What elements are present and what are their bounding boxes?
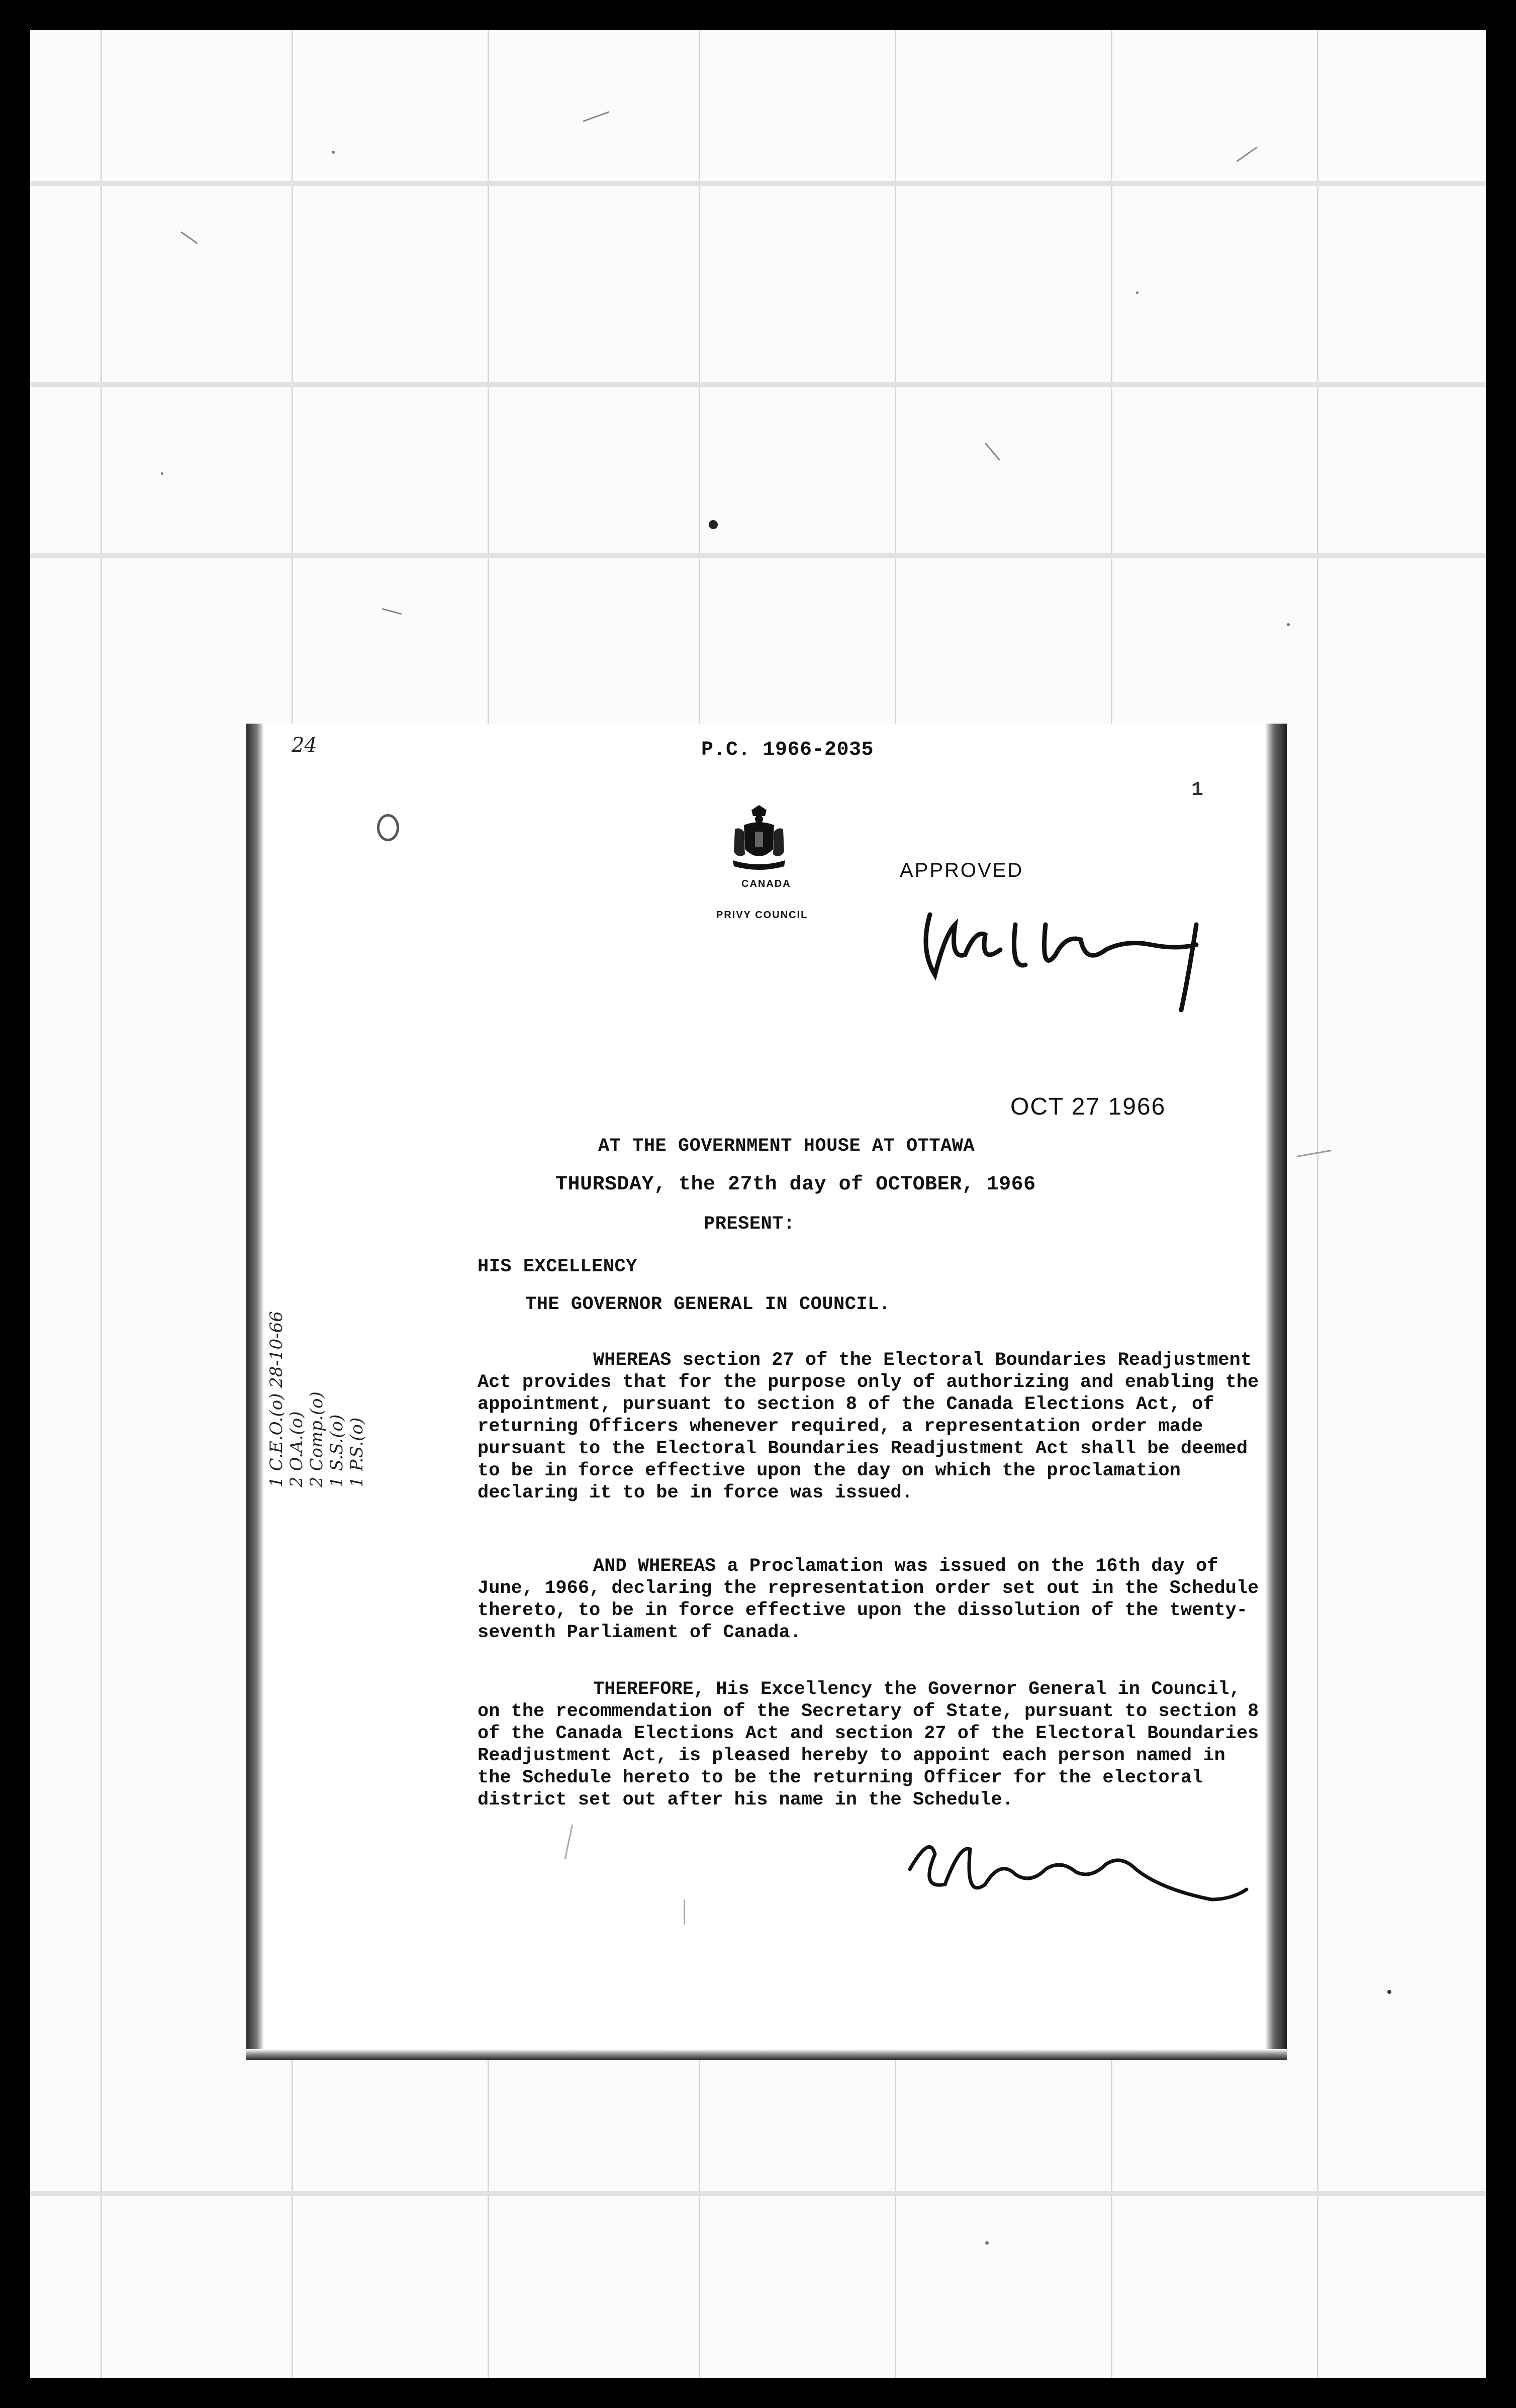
present-label: PRESENT: [704, 1214, 795, 1235]
crest-label-canada: CANADA [741, 878, 791, 889]
film-band [30, 2191, 1486, 2196]
paragraph-and-whereas [478, 1555, 1262, 1644]
canada-crest-icon [729, 804, 789, 874]
governor-general-signature-icon [915, 894, 1237, 1015]
film-scratch [1297, 1150, 1332, 1157]
film-band [30, 553, 1486, 558]
approved-label: APPROVED [900, 859, 1024, 881]
film-speck [985, 2241, 989, 2245]
margin-note: 1 C.E.O.(o) 28-10-66 [266, 1311, 287, 1487]
corner-mark: 1 [1191, 779, 1204, 801]
page-edge-bottom [246, 2049, 1287, 2060]
crest-label-privy-council: PRIVY COUNCIL [716, 910, 808, 921]
location-heading: AT THE GOVERNMENT HOUSE AT OTTAWA [598, 1136, 975, 1157]
paragraph-text: His Excellency the Governor General in Council, on the recommendation of the Secretary of State, pursuant to section 8 of the Canada Elections Act and section 27 of the Electoral Boundaries Readjustment Act, is pleased hereby to appoint each person named in the Schedule hereto to be the returning Officer for the electoral district set out after his name in the Schedule. [478, 1679, 1259, 1811]
page-number: 24 [292, 734, 317, 757]
page-edge-left [246, 724, 263, 2060]
margin-notes [266, 1276, 367, 1487]
film-scratch [985, 443, 1000, 461]
pen-stroke [564, 1824, 573, 1859]
paragraph-lead: WHEREAS [593, 1350, 672, 1371]
paragraph-whereas [478, 1349, 1262, 1504]
paragraph-lead: AND WHEREAS [593, 1556, 716, 1577]
film-scratch [180, 231, 198, 244]
margin-note: 1 P.S.(o) [347, 1417, 367, 1487]
paragraph-text: section 27 of the Electoral Boundaries Readjustment Act provides that for the purpose only of authorizing and enabling the appointment, pursuant to section 8 of the Canada Elections Act, of returning Officers whenever required, a representation order made pursuant to the Electoral Boundaries Readjustment Act shall be deemed to be in force effective upon the day on which the proclamation declaring it to be in force was issued. [478, 1350, 1259, 1503]
paragraph-lead: THEREFORE, [593, 1679, 705, 1700]
document-page [246, 724, 1287, 2060]
film-band [30, 181, 1486, 186]
film-scratch [1236, 147, 1258, 162]
film-speck [1136, 291, 1139, 294]
date-line: THURSDAY, the 27th day of OCTOBER, 1966 [555, 1173, 1036, 1196]
margin-note: 2 Comp.(o) [307, 1391, 327, 1487]
film-band [30, 382, 1486, 387]
margin-note: 1 S.S.(o) [327, 1414, 347, 1487]
address-line-2: THE GOVERNOR GENERAL IN COUNCIL. [525, 1294, 891, 1315]
page-edge-right [1266, 724, 1287, 2060]
clerk-signature-icon [900, 1824, 1252, 1915]
film-scratch [382, 608, 402, 615]
approval-date: OCT 27 1966 [1010, 1093, 1166, 1120]
paragraph-therefore [478, 1678, 1262, 1811]
film-speck [161, 472, 163, 475]
order-number: P.C. 1966-2035 [701, 739, 874, 761]
microfilm-frame [30, 30, 1486, 2378]
film-scratch [583, 111, 609, 122]
film-speck [332, 151, 335, 154]
film-speck [1287, 623, 1290, 626]
film-speck [1387, 1990, 1391, 1994]
signature-text: R.G. Robertson [900, 1824, 904, 1825]
paragraph-text: a Proclamation was issued on the 16th day of June, 1966, declaring the representation order set out in the Schedule thereto, to be in force effective upon the dissolution of the twenty-seventh Parliament of Canada. [478, 1556, 1259, 1643]
punch-hole-mark [377, 814, 399, 841]
pen-stroke [684, 1899, 685, 1925]
film-speck [709, 520, 718, 529]
signature-text: Georges P. Vanier [915, 894, 920, 895]
margin-note: 2 O.A.(o) [287, 1411, 307, 1487]
address-line-1: HIS EXCELLENCY [478, 1256, 637, 1277]
